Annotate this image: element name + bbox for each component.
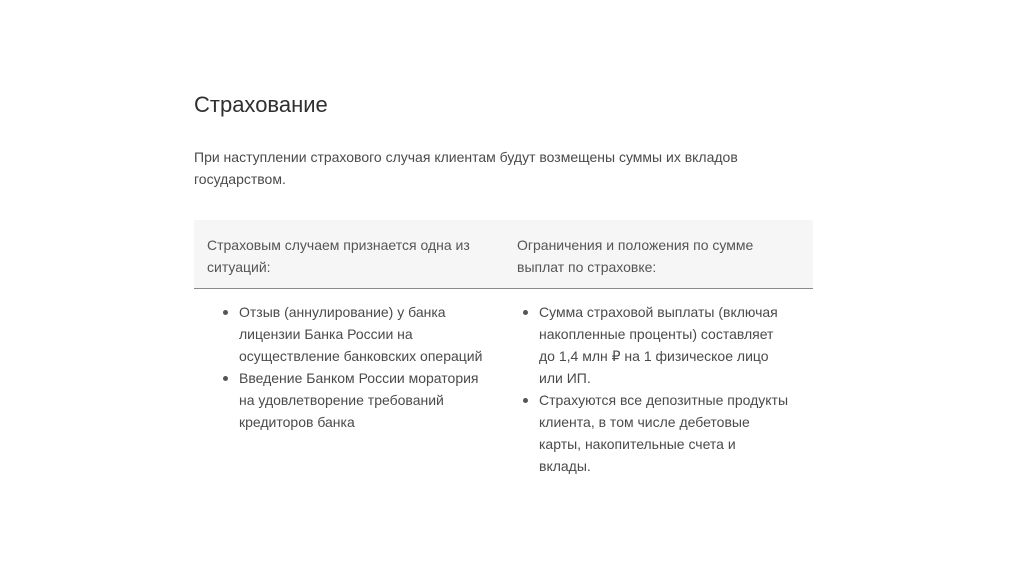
- bullet-icon: [223, 376, 228, 381]
- insurance-table: [194, 220, 813, 477]
- bullet-icon: [523, 398, 528, 403]
- insured-events-cell: [194, 289, 504, 477]
- bullet-icon: [523, 310, 528, 315]
- payout-limits-list: [504, 301, 813, 477]
- section-title: Страхование: [194, 92, 328, 117]
- table-header-payout-limits: Ограничения и положения по сумме выплат по страховке:: [517, 237, 754, 275]
- list-item-text: Сумма страховой выплаты (включая накопленные проценты) составляет до 1,4 млн ₽ на 1 физическое лицо или ИП.: [539, 304, 778, 386]
- list-item: [239, 301, 491, 367]
- section-lead-text: При наступлении страхового случая клиентам будут возмещены суммы их вкладов государством.: [194, 149, 738, 187]
- table-header-row: [194, 220, 813, 289]
- list-item: [539, 389, 791, 477]
- list-item-text: Введение Банком России моратория на удовлетворение требований кредиторов банка: [239, 370, 479, 430]
- list-item: [239, 367, 491, 433]
- insured-events-list: [194, 301, 504, 433]
- insurance-section: [194, 88, 814, 477]
- table-body-row: [194, 289, 813, 477]
- list-item-text: Отзыв (аннулирование) у банка лицензии Банка России на осуществление банковских операций: [239, 304, 483, 364]
- table-header-insured-event: Страховым случаем признается одна из ситуаций:: [207, 237, 470, 275]
- list-item-text: Страхуются все депозитные продукты клиента, в том числе дебетовые карты, накопительные счета и вклады.: [539, 392, 789, 474]
- bullet-icon: [223, 310, 228, 315]
- payout-limits-cell: [504, 289, 813, 477]
- list-item: [539, 301, 791, 389]
